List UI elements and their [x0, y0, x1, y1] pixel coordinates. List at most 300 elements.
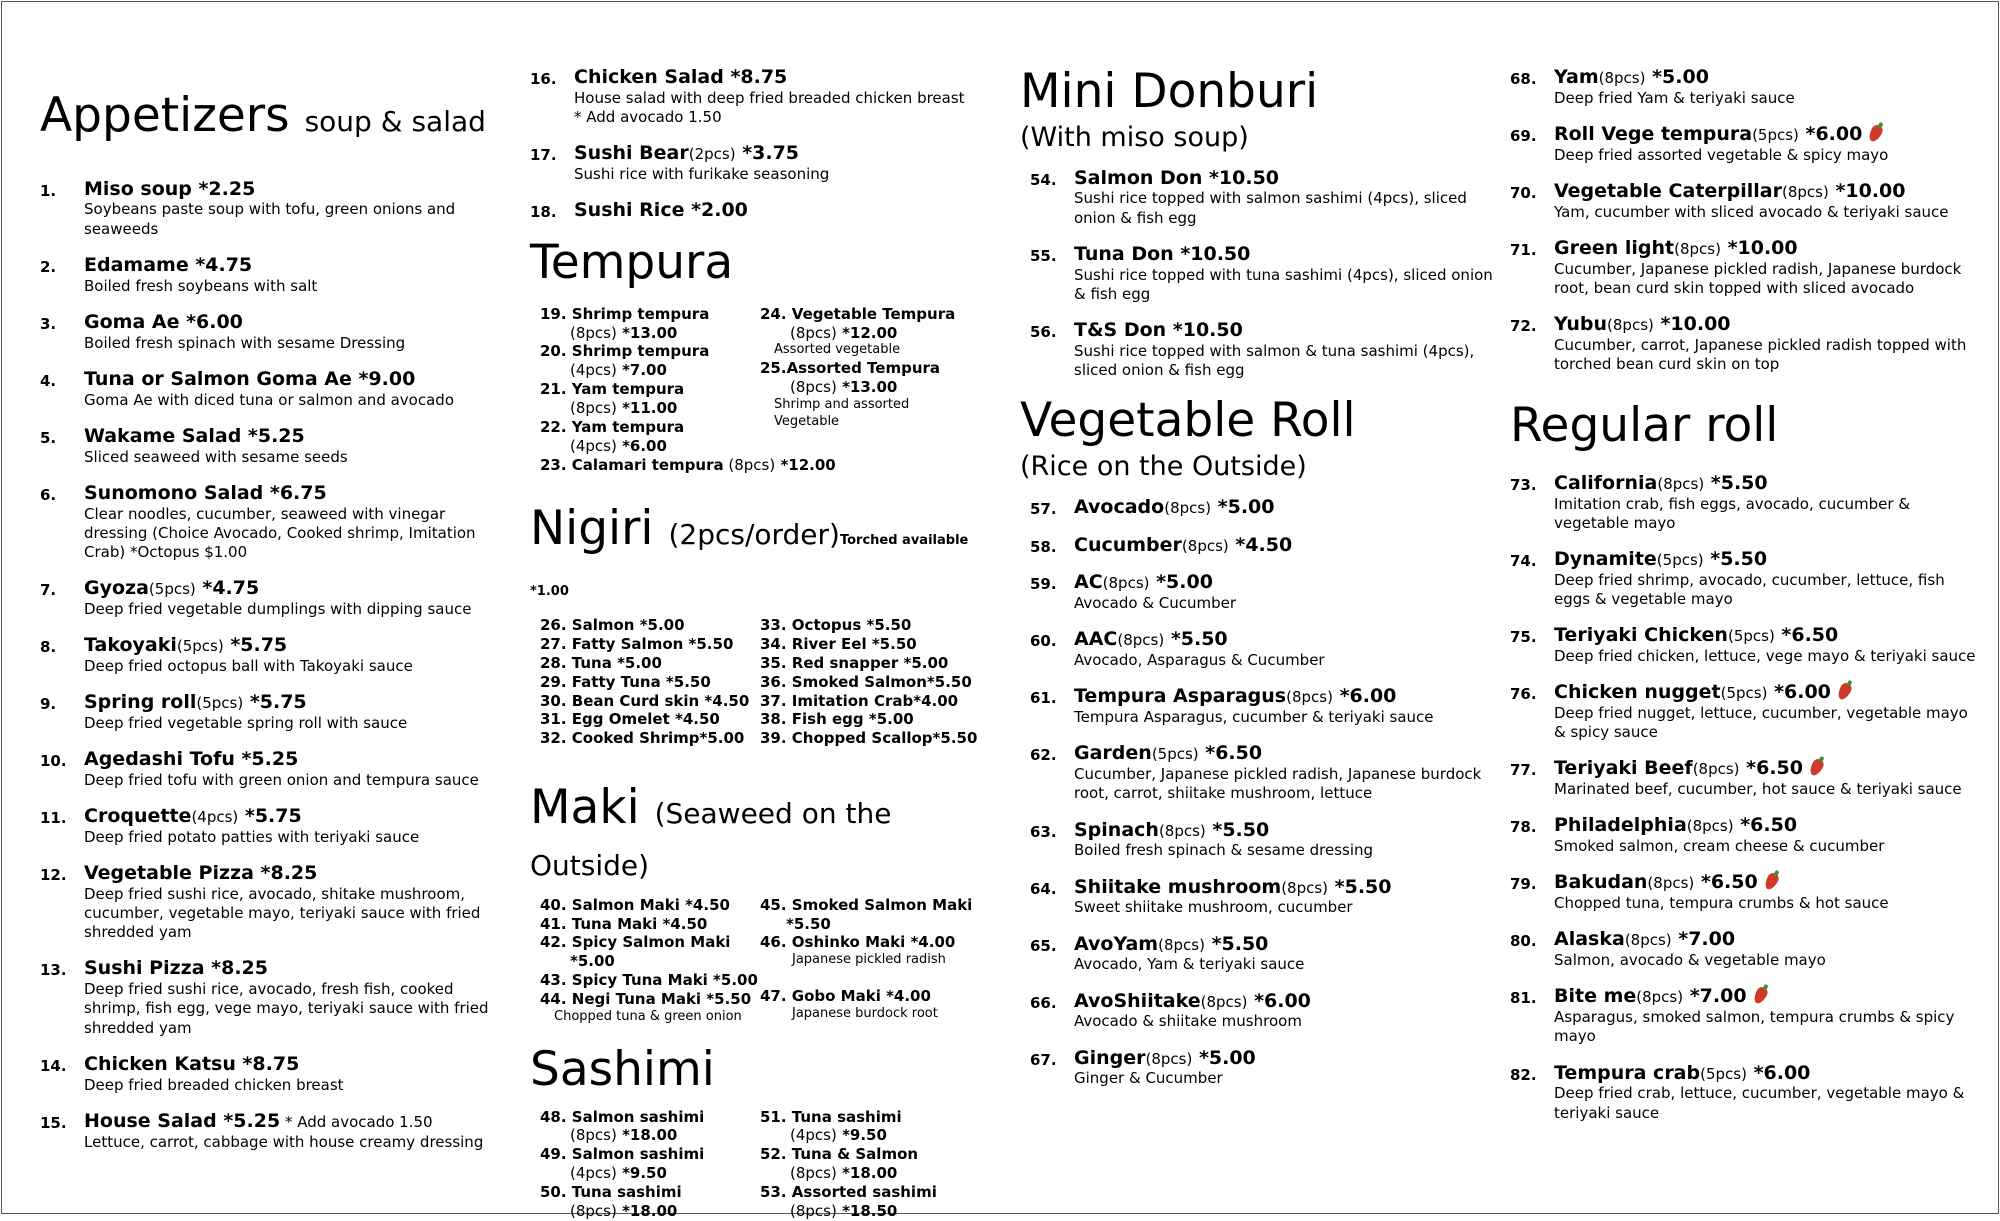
item-title [1074, 628, 1500, 651]
item-title [1554, 472, 1980, 495]
item-price: *6.00 [1767, 681, 1831, 704]
menu-item [1030, 685, 1500, 727]
menu-item-price: *5.00 [570, 952, 615, 971]
item-description: Sushi rice with furikake seasoning [574, 164, 830, 183]
item-price: *13.00 [836, 378, 898, 397]
item-description: Sushi rice topped with tuna sashimi (4pcs), sliced onion & fish egg [1074, 265, 1493, 303]
item-title [1554, 313, 1980, 336]
item-pieces: (8pcs) [1607, 316, 1654, 335]
item-title [1074, 243, 1500, 266]
menu-item: 24. Vegetable Tempura [760, 304, 956, 323]
item-price: *18.00 [616, 1126, 678, 1145]
item-price: *13.00 [616, 323, 678, 342]
item-description: Deep fried assorted vegetable & spicy mayo [1554, 145, 1889, 164]
item-price: *6.50 [1733, 814, 1798, 837]
item-body [1074, 534, 1500, 557]
item-title [84, 254, 510, 277]
item-pieces: (5pcs) [176, 637, 224, 656]
item-title [84, 425, 510, 448]
item-description: Deep fried Yam & teriyaki sauce [1554, 88, 1795, 107]
item-body [1074, 990, 1500, 1032]
item-body [1074, 628, 1500, 670]
maki-right-column [760, 896, 980, 1026]
item-description: Avocado & Cucumber [1074, 594, 1237, 613]
item-number: 17. [530, 146, 557, 165]
item-price: *18.50 [836, 1202, 898, 1221]
item-body [84, 482, 510, 562]
menu-item: 21. Yam tempura [540, 380, 685, 399]
item-price: *6.00 [1798, 122, 1863, 145]
item-title [574, 199, 1000, 222]
item-price: *18.00 [836, 1164, 898, 1183]
menu-item: 42. Spicy Salmon Maki [540, 933, 731, 952]
item-pieces: (8pcs) [1624, 931, 1672, 950]
menu-item: 47. Gobo Maki *4.00 [760, 987, 931, 1006]
menu-item-price [540, 1164, 760, 1183]
menu-item: 50. Tuna sashimi [540, 1183, 682, 1202]
item-name: Croquette [84, 805, 192, 828]
tempura-grid [540, 305, 1000, 456]
item-description: Deep fried chicken, lettuce, vege mayo & teriyaki sauce [1554, 647, 1976, 666]
item-pieces: (8pcs) [570, 399, 617, 418]
item-description: Clear noodles, cucumber, seaweed with vinegar dressing (Choice Avocado, Cooked shrimp, Imitation Crab) *Octopus $1.00 [84, 504, 476, 561]
item-description: Boiled fresh spinach with sesame Dressing [84, 333, 406, 352]
item-description: Lettuce, carrot, cabbage with house creamy dressing [84, 1132, 484, 1151]
menu-item [1030, 243, 1500, 304]
donburi-heading: Mini Donburi [1020, 64, 1319, 119]
item-body [84, 1053, 510, 1095]
item-number: 62. [1030, 746, 1057, 765]
item-number: 74. [1510, 552, 1537, 571]
item-pieces: (8pcs) [1145, 1049, 1193, 1068]
item-name: Teriyaki Chicken [1554, 624, 1728, 647]
item-pieces: (8pcs) [1692, 760, 1740, 779]
maki-grid [540, 896, 1000, 1026]
item-name: Agedashi Tofu *5.25 [84, 748, 299, 771]
menu-item-price [760, 1126, 980, 1145]
menu-item [1030, 933, 1500, 975]
item-pieces: (8pcs) [1164, 498, 1212, 517]
item-description: Avocado, Asparagus & Cucumber [1074, 651, 1325, 670]
menu-item [530, 142, 1000, 184]
menu-item: 36. Smoked Salmon*5.50 [760, 672, 972, 691]
menu-item [1510, 313, 1980, 374]
menu-item [1030, 1047, 1500, 1089]
item-price: *6.50 [1739, 757, 1803, 780]
menu-item [40, 634, 510, 676]
menu-item [40, 1053, 510, 1095]
menu-item [1510, 624, 1980, 666]
item-name: Tempura Asparagus [1074, 685, 1287, 708]
item-price: *9.50 [836, 1126, 887, 1145]
item-number: 69. [1510, 126, 1537, 145]
item-description: Smoked salmon, cream cheese & cucumber [1554, 837, 1885, 856]
item-price: *7.00 [1683, 985, 1747, 1008]
item-title [1074, 319, 1500, 342]
menu-item: 51. Tuna sashimi [760, 1107, 902, 1126]
item-number: 13. [40, 961, 67, 980]
item-name: Vegetable Pizza *8.25 [84, 862, 318, 885]
menu-item: 19. Shrimp tempura [540, 304, 710, 323]
item-pieces: (4pcs) [191, 808, 239, 827]
item-name: Sushi Pizza *8.25 [84, 957, 268, 980]
menu-item [1510, 472, 1980, 533]
item-body [1554, 548, 1980, 609]
item-number: 57. [1030, 499, 1057, 518]
item-title [1554, 871, 1980, 894]
menu-item [40, 178, 510, 239]
item-name: Bakudan [1554, 871, 1648, 894]
item-name: Bite me [1554, 985, 1637, 1008]
item-name: Dynamite [1554, 548, 1657, 571]
item-body [84, 425, 510, 467]
sashimi-grid [540, 1108, 1000, 1221]
menu-item [40, 957, 510, 1037]
nigiri-right-column [760, 616, 980, 748]
item-price: *5.50 [1205, 818, 1270, 841]
item-title [84, 957, 510, 980]
menu-item-price [540, 361, 760, 380]
item-price: *6.50 [1694, 871, 1758, 894]
menu-item: 23. Calamari tempura (8pcs) *12.00 [540, 455, 836, 474]
column-donburi-vegroll [1020, 66, 1500, 1104]
menu-item-desc: Chopped tuna & green onion [554, 1008, 742, 1024]
item-number: 60. [1030, 632, 1057, 651]
item-name: AC [1074, 571, 1103, 594]
item-body [1074, 167, 1500, 228]
item-number: 18. [530, 203, 557, 222]
item-title [1074, 534, 1500, 557]
menu-item: 33. Octopus *5.50 [760, 616, 912, 635]
item-number: 6. [40, 485, 57, 504]
item-number: 64. [1030, 879, 1057, 898]
item-pieces: (8pcs) [1636, 988, 1684, 1007]
item-name: Sushi Rice *2.00 [574, 199, 748, 222]
item-body [1554, 757, 1980, 799]
item-name: Takoyaki [84, 634, 177, 657]
menu-item: 44. Negi Tuna Maki *5.50 [540, 990, 752, 1009]
item-pieces: (8pcs) [790, 1164, 837, 1183]
item-pieces: (8pcs) [790, 323, 837, 342]
menu-item: 49. Salmon sashimi [540, 1145, 705, 1164]
menu-item: 48. Salmon sashimi [540, 1107, 705, 1126]
item-pieces: (8pcs) [1281, 878, 1329, 897]
item-name: Wakame Salad *5.25 [84, 424, 305, 447]
menu-item [1030, 496, 1500, 519]
item-body [1554, 928, 1980, 970]
item-name: Cucumber [1074, 533, 1182, 556]
menu-item: 32. Cooked Shrimp*5.00 [540, 729, 745, 748]
item-price: *5.00 [1211, 495, 1275, 518]
item-price: *12.00 [836, 323, 898, 342]
menu-item: 35. Red snapper *5.00 [760, 653, 949, 672]
item-description: Ginger & Cucumber [1074, 1069, 1223, 1088]
item-name: Yubu [1554, 313, 1608, 336]
item-number: 75. [1510, 628, 1537, 647]
menu-item [40, 862, 510, 942]
item-name: Garden [1074, 742, 1152, 765]
item-price: *10.00 [1720, 236, 1798, 259]
menu-item: 45. Smoked Salmon Maki [760, 895, 973, 914]
menu-item-desc: Assorted vegetable [774, 342, 901, 358]
item-number: 72. [1510, 317, 1537, 336]
menu-item: 22. Yam tempura [540, 417, 685, 436]
item-title [84, 482, 510, 505]
menu-item-price [540, 437, 760, 456]
item-pieces: (5pcs) [196, 694, 244, 713]
item-description: Asparagus, smoked salmon, tempura crumbs & spicy mayo [1554, 1008, 1955, 1046]
item-price: *7.00 [1671, 928, 1736, 951]
item-description: Deep fried crab, lettuce, cucumber, vegetable mayo & teriyaki sauce [1554, 1084, 1965, 1122]
item-price: *5.75 [243, 691, 307, 714]
item-body [1074, 876, 1500, 918]
menu-item: 39. Chopped Scallop*5.50 [760, 729, 978, 748]
menu-item [1510, 237, 1980, 298]
item-number: 65. [1030, 936, 1057, 955]
item-title [1074, 496, 1500, 519]
item-pieces: (8pcs) [1674, 239, 1721, 258]
item-title [1074, 1047, 1500, 1070]
tempura-left-column [540, 305, 760, 456]
sashimi-heading: Sashimi [530, 1041, 715, 1097]
item-title [574, 142, 1000, 165]
item-description: Deep fried sushi rice, avocado, shitake mushroom, cucumber, vegetable mayo, teriyaki sauce with fried shredded yam [84, 884, 481, 942]
item-body [1074, 319, 1500, 380]
menu-item [40, 482, 510, 562]
item-title [1554, 548, 1980, 571]
item-note: * Add avocado 1.50 [574, 107, 722, 126]
item-number: 71. [1510, 240, 1537, 259]
menu-item-desc: Shrimp and assorted [774, 397, 910, 413]
item-title [1554, 985, 1980, 1008]
item-price: *5.00 [1192, 1046, 1256, 1069]
item-pieces: (8pcs) [1181, 536, 1229, 555]
item-number: 76. [1510, 685, 1537, 704]
item-pieces: (8pcs) [1647, 874, 1695, 893]
item-body [84, 577, 510, 619]
item-number: 3. [40, 314, 57, 333]
menu-item: 34. River Eel *5.50 [760, 634, 917, 653]
item-body [1074, 933, 1500, 975]
item-body [574, 199, 1000, 222]
item-number: 82. [1510, 1065, 1537, 1084]
menu-item [1030, 571, 1500, 613]
menu-item [1510, 123, 1980, 165]
item-body [574, 142, 1000, 184]
item-name: Goma Ae *6.00 [84, 310, 243, 333]
column-tempura-nigiri [530, 66, 1000, 1221]
item-title [1554, 180, 1980, 203]
item-body [84, 178, 510, 239]
item-description: Sweet shiitake mushroom, cucumber [1074, 898, 1353, 917]
vegroll-subheading: (Rice on the Outside) [1020, 450, 1307, 482]
item-name: Tuna Don *10.50 [1074, 242, 1251, 265]
item-title [1074, 819, 1500, 842]
item-name: Tuna or Salmon Goma Ae *9.00 [84, 367, 416, 390]
item-price: *10.00 [1828, 179, 1906, 202]
maki-left-column [540, 896, 760, 1026]
item-pieces: (8pcs) [1200, 992, 1248, 1011]
menu-item [1510, 814, 1980, 856]
item-body [1554, 472, 1980, 533]
menu-item [40, 254, 510, 296]
menu-item [40, 425, 510, 467]
item-pieces: (8pcs) [1102, 574, 1150, 593]
item-name: Philadelphia [1554, 814, 1687, 837]
menu-item [1510, 66, 1980, 108]
item-name: Miso soup *2.25 [84, 177, 256, 200]
appetizers-list [40, 178, 510, 1152]
item-price: *10.00 [1653, 313, 1731, 336]
item-title [1554, 123, 1980, 146]
menu-item [1510, 681, 1980, 742]
item-description: Chopped tuna, tempura crumbs & hot sauce [1554, 894, 1889, 913]
item-title [1554, 624, 1980, 647]
item-number: 16. [530, 70, 557, 88]
item-name: Gyoza [84, 577, 149, 600]
menu-item: 30. Bean Curd skin *4.50 [540, 691, 750, 710]
item-pieces: (5pcs) [1151, 745, 1199, 764]
item-name: Teriyaki Beef [1554, 757, 1693, 780]
item-price: *6.50 [1198, 742, 1263, 765]
item-number: 2. [40, 257, 57, 276]
menu-item-price [760, 1202, 980, 1221]
item-body [1554, 985, 1980, 1046]
item-number: 81. [1510, 989, 1537, 1008]
item-description: Cucumber, Japanese pickled radish, Japanese burdock root, bean curd skin topped with sliced avocado [1554, 259, 1962, 297]
item-name: California [1554, 471, 1658, 494]
item-pieces: (5pcs) [1752, 125, 1799, 144]
nigiri-heading: Nigiri (2pcs/order)Torched available *1.00 [530, 500, 969, 600]
menu-item-price [760, 378, 980, 397]
item-body [1074, 571, 1500, 613]
item-price: *11.00 [616, 399, 678, 418]
item-name: Sunomono Salad *6.75 [84, 481, 327, 504]
item-price: *6.00 [616, 436, 667, 455]
menu-item: 28. Tuna *5.00 [540, 653, 662, 672]
item-description: Sushi rice topped with salmon & tuna sashimi (4pcs), sliced onion & fish egg [1074, 341, 1475, 380]
item-pieces: (8pcs) [1782, 182, 1829, 201]
item-description: Sushi rice topped with salmon sashimi (4pcs), sliced onion & fish egg [1074, 189, 1467, 227]
item-name: Spring roll [84, 691, 197, 714]
item-number: 54. [1030, 170, 1057, 189]
menu-item [1510, 928, 1980, 970]
item-description: Soybeans paste soup with tofu, green onions and seaweeds [84, 200, 456, 238]
item-body [1554, 624, 1980, 666]
item-number: 80. [1510, 932, 1537, 951]
item-title [1554, 237, 1980, 260]
menu-item-price: *5.50 [786, 914, 831, 933]
item-body [1074, 819, 1500, 861]
item-number: 9. [40, 695, 57, 714]
item-name: Chicken Salad *8.75 [574, 66, 788, 88]
menu-item-desc: Japanese pickled radish [792, 952, 946, 968]
regroll-heading: Regular roll [1510, 398, 1779, 454]
menu-item-desc: Vegetable [774, 413, 840, 429]
chili-icon [1867, 123, 1885, 143]
menu-item [1510, 985, 1980, 1046]
item-description: Deep fried nugget, lettuce, cucumber, vegetable mayo & spicy sauce [1554, 704, 1968, 742]
item-name: Salmon Don *10.50 [1074, 166, 1280, 189]
item-number: 63. [1030, 822, 1057, 841]
chili-icon [1751, 986, 1769, 1006]
item-price: *5.00 [1149, 571, 1213, 594]
item-title [1554, 66, 1980, 89]
menu-item-desc: Japanese burdock root [792, 1006, 938, 1022]
item-price: *5.50 [1704, 471, 1768, 494]
menu-item: 52. Tuna & Salmon [760, 1145, 919, 1164]
item-number: 14. [40, 1056, 67, 1075]
item-description: Deep fried vegetable dumplings with dipping sauce [84, 599, 472, 618]
item-price: *3.75 [735, 142, 800, 165]
item-name: House Salad *5.25 [84, 1109, 281, 1132]
item-title [84, 748, 510, 771]
item-body [1554, 814, 1980, 856]
menu-item [530, 199, 1000, 222]
item-description: House salad with deep fried breaded chicken breast [574, 88, 965, 107]
item-price: *4.75 [195, 577, 260, 600]
item-title [1554, 681, 1980, 704]
item-price: *6.00 [1247, 989, 1311, 1012]
item-body [84, 862, 510, 942]
item-body [574, 66, 1000, 127]
item-description: Marinated beef, cucumber, hot sauce & teriyaki sauce [1554, 780, 1962, 799]
item-body [1554, 313, 1980, 374]
item-name: Vegetable Caterpillar [1554, 179, 1782, 202]
menu-item [40, 805, 510, 847]
item-name: AvoYam [1074, 932, 1159, 955]
menu-item-price [540, 1126, 760, 1145]
item-pieces: (8pcs) [570, 1202, 617, 1221]
item-body [84, 254, 510, 296]
menu-item: 29. Fatty Tuna *5.50 [540, 672, 711, 691]
item-number: 5. [40, 428, 57, 447]
item-number: 58. [1030, 537, 1057, 556]
item-body [1554, 66, 1980, 108]
item-number: 67. [1030, 1050, 1057, 1069]
menu-item [530, 66, 1000, 127]
item-name: AAC [1074, 628, 1118, 651]
item-description: Deep fried shrimp, avocado, cucumber, lettuce, fish eggs & vegetable mayo [1554, 570, 1945, 609]
item-name: Chicken nugget [1554, 681, 1721, 704]
menu-item [1510, 871, 1980, 913]
menu-item: 27. Fatty Salmon *5.50 [540, 634, 734, 653]
item-title [1554, 814, 1980, 837]
menu-item: 43. Spicy Tuna Maki *5.00 [540, 971, 758, 990]
item-description: Tempura Asparagus, cucumber & teriyaki sauce [1074, 708, 1434, 727]
menu-item: 53. Assorted sashimi [760, 1183, 937, 1202]
item-body [1074, 243, 1500, 304]
menu-item: 31. Egg Omelet *4.50 [540, 710, 720, 729]
item-title [1554, 928, 1980, 951]
item-number: 4. [40, 371, 57, 390]
item-price: *6.00 [1332, 685, 1397, 708]
item-description: Salmon, avocado & vegetable mayo [1554, 951, 1826, 970]
item-pieces: (8pcs) [1286, 688, 1333, 707]
vegroll-continued-list [1510, 66, 1980, 374]
item-name: Tempura crab [1554, 1061, 1701, 1084]
item-number: 12. [40, 866, 67, 885]
item-title [1074, 742, 1500, 765]
item-title [1554, 1062, 1980, 1085]
menu-item-price [540, 399, 760, 418]
menu-item-price [760, 324, 980, 343]
item-body [84, 634, 510, 676]
chili-icon [1762, 872, 1780, 892]
item-name: Alaska [1554, 928, 1625, 951]
item-number: 8. [40, 638, 57, 657]
menu-item [1030, 628, 1500, 670]
